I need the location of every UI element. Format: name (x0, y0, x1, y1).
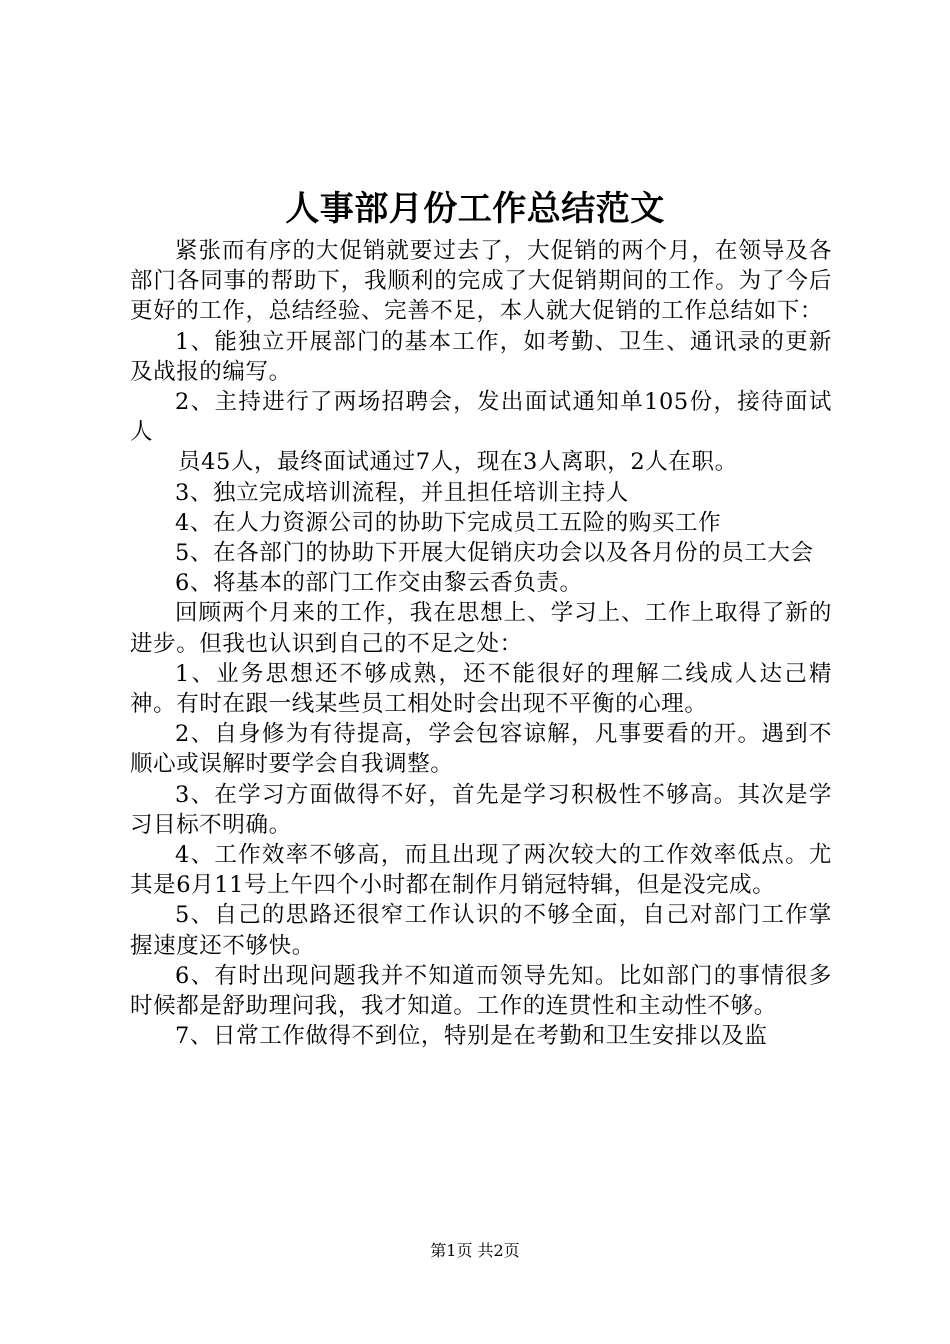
document-title: 人事部月份工作总结范文 (285, 189, 665, 229)
paragraph-weakness-7: 7、日常工作做得不到位，特别是在考勤和卫生安排以及监 (175, 1023, 768, 1050)
paragraph-review: 回顾两个月来的工作，我在思想上、学习上、工作上取得了新的进步。但我也认识到自己的不足之处： (130, 600, 832, 657)
paragraph-item-3: 3、独立完成培训流程，并且担任培训主持人 (175, 479, 629, 506)
paragraph-weakness-4: 4、工作效率不够高，而且出现了两次较大的工作效率低点。尤其是6月11号上午四个小时都在制作月销冠特辑，但是没完成。 (130, 842, 832, 899)
paragraph-item-5: 5、在各部门的协助下开展大促销庆功会以及各月份的员工大会 (175, 540, 814, 567)
paragraph-weakness-3: 3、在学习方面做得不好，首先是学习积极性不够高。其次是学习目标不明确。 (130, 781, 832, 838)
paragraph-item-6: 6、将基本的部门工作交由黎云香负责。 (175, 570, 583, 597)
paragraph-item-1: 1、能独立开展部门的基本工作，如考勤、卫生、通讯录的更新及战报的编写。 (130, 328, 832, 385)
paragraph-item-2-continued: 员45人，最终面试通过7人，现在3人离职，2人在职。 (178, 449, 738, 476)
paragraph-item-2: 2、主持进行了两场招聘会，发出面试通知单105份，接待面试人 (130, 389, 832, 446)
paragraph-item-4: 4、在人力资源公司的协助下完成员工五险的购买工作 (175, 509, 722, 536)
paragraph-weakness-6: 6、有时出现问题我并不知道而领导先知。比如部门的事情很多时候都是舒助理问我，我才知道。工作的连贯性和主动性不够。 (130, 962, 832, 1020)
paragraph-weakness-1: 1、业务思想还不够成熟，还不能很好的理解二线成人达己精神。有时在跟一线某些员工相处时会出现不平衡的心理。 (130, 660, 832, 718)
paragraph-intro: 紧张而有序的大促销就要过去了，大促销的两个月，在领导及各部门各同事的帮助下，我顺利的完成了大促销期间的工作。为了今后更好的工作，总结经验、完善不足，本人就大促销的工作总结如下： (130, 238, 832, 325)
paragraph-weakness-2: 2、自身修为有待提高，学会包容谅解，凡事要看的开。遇到不顺心或误解时要学会自我调整。 (130, 721, 832, 778)
page-number-footer: 第1页 共2页 (430, 1241, 520, 1260)
paragraph-weakness-5: 5、自己的思路还很窄工作认识的不够全面，自己对部门工作掌握速度还不够快。 (130, 902, 832, 959)
document-body (130, 236, 832, 1051)
